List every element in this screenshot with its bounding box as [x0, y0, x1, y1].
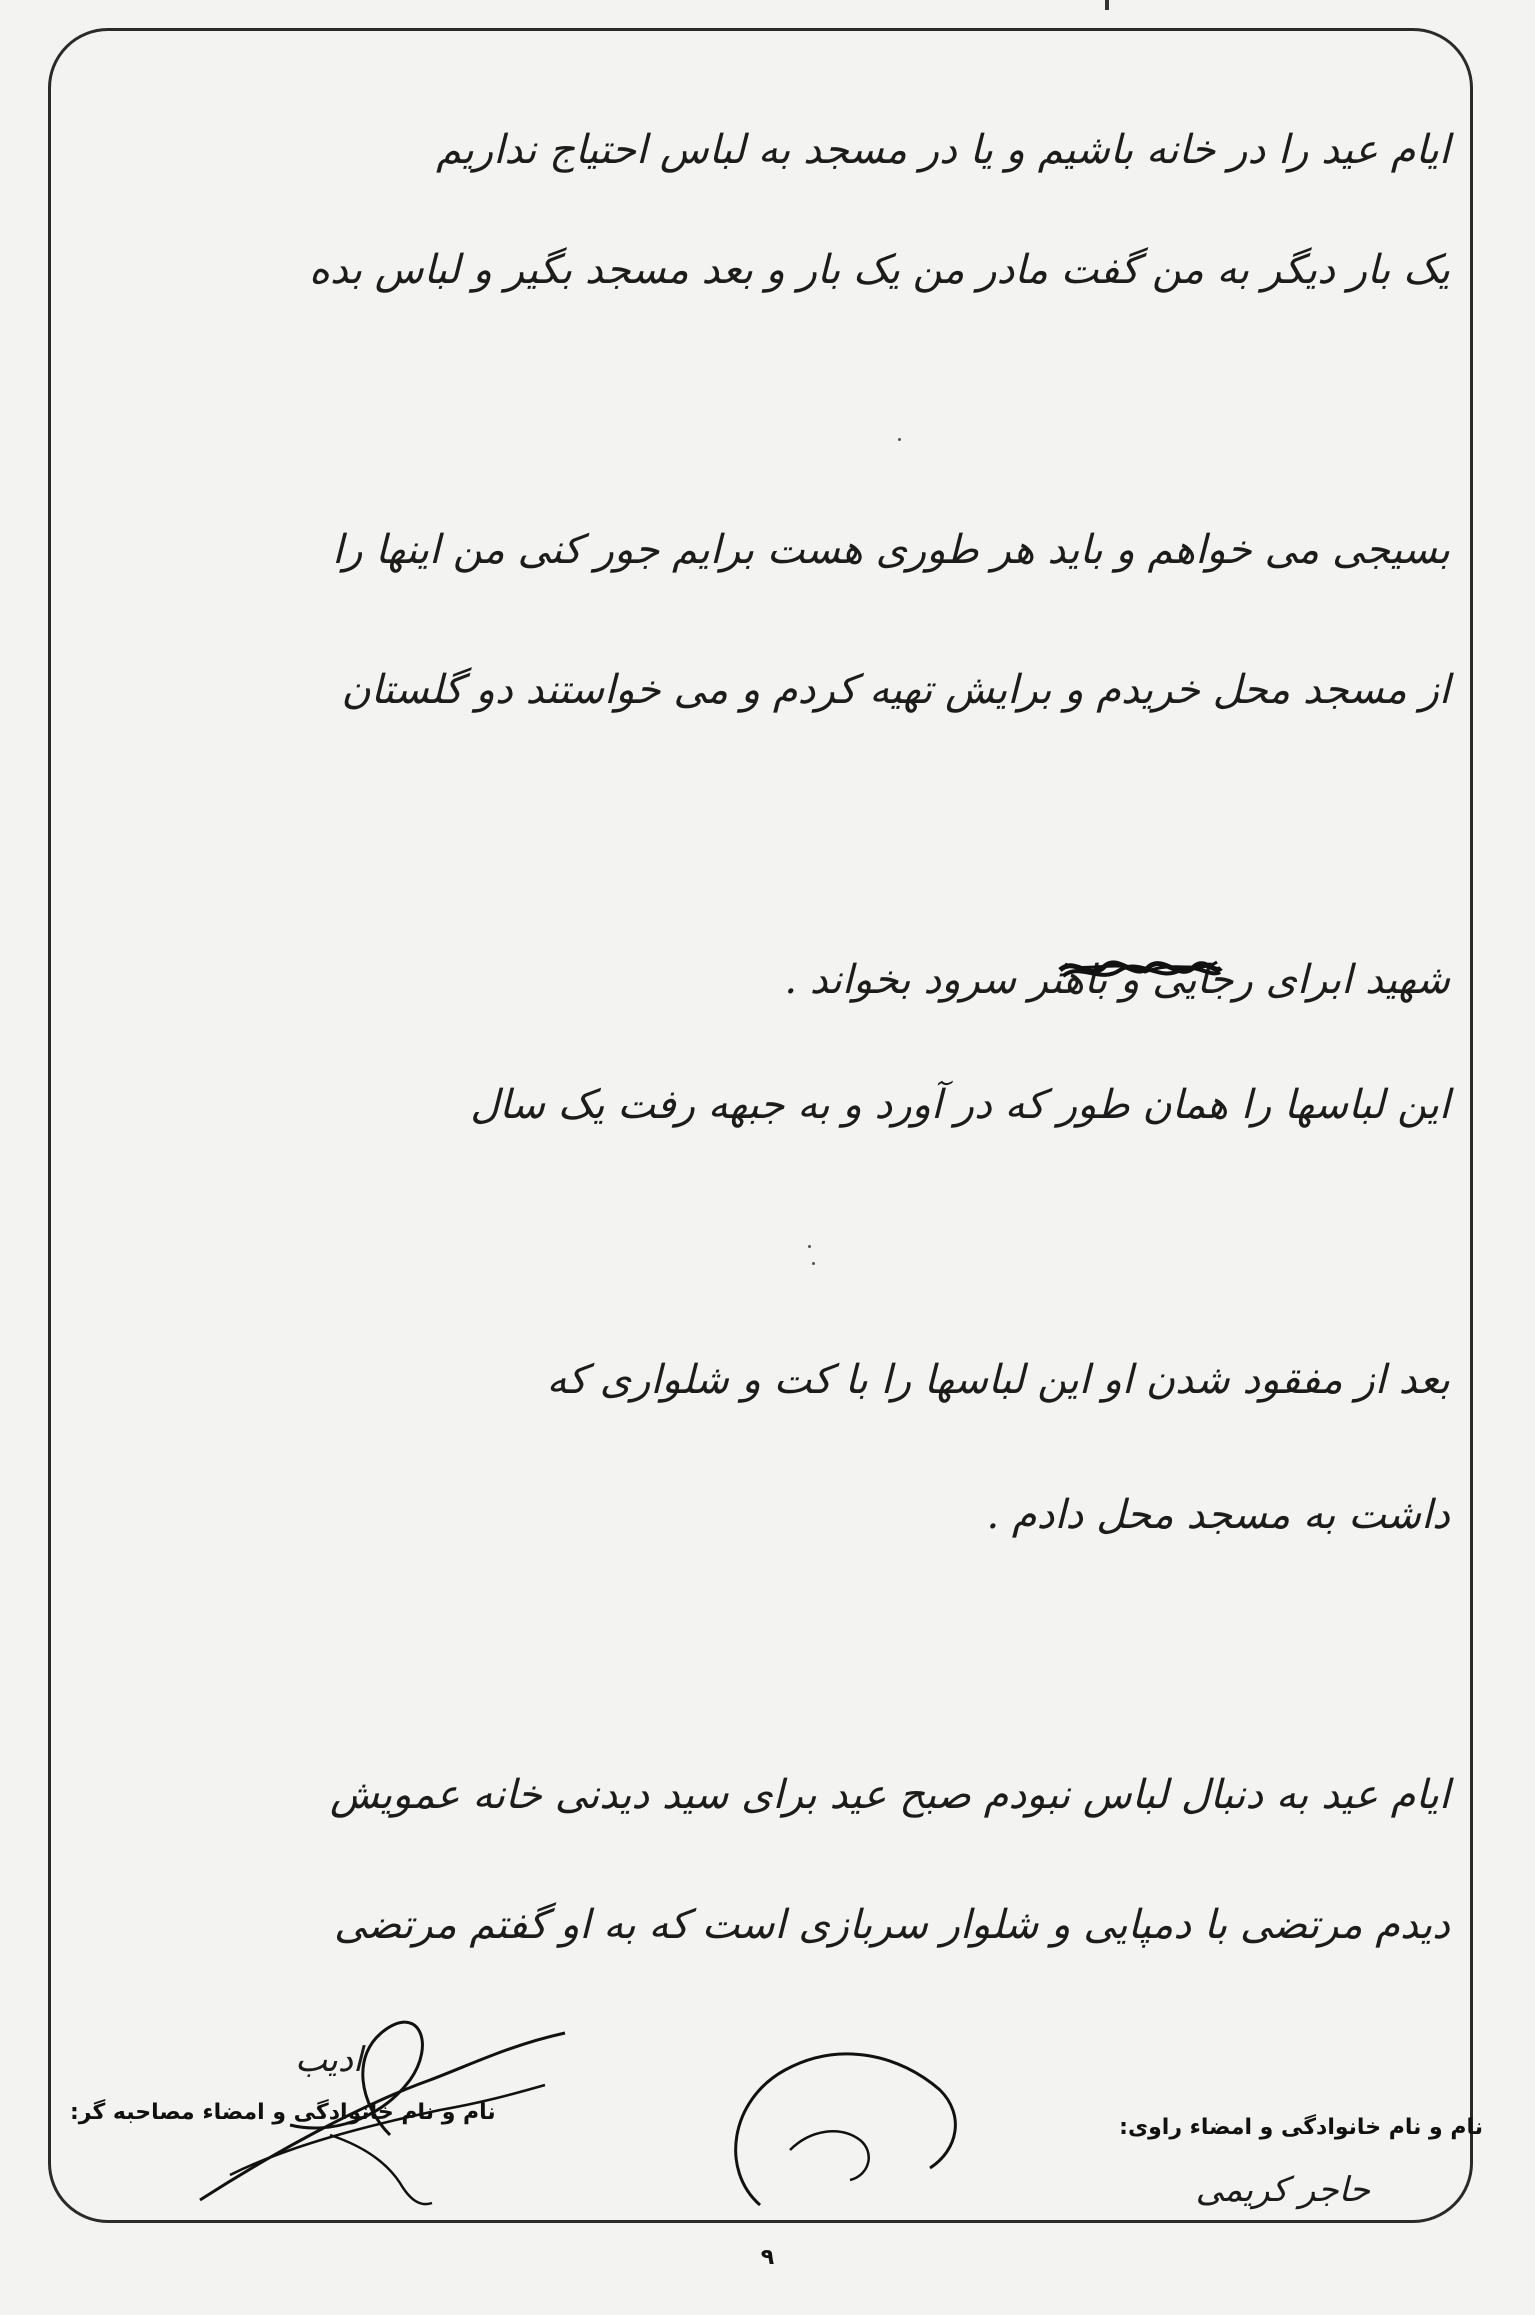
text-line-9: ایام عید به دنبال لباس نبودم صبح عید برای سید دیدنی خانه عمویش — [330, 1772, 1450, 1818]
interviewer-label: نام و نام خانوادگی و امضاء مصاحبه گر: — [70, 2100, 496, 2125]
text-line-2: یک بار دیگر به من گفت مادر من یک بار و بعد مسجد بگیر و لباس بده — [308, 247, 1450, 293]
text-line-3: بسیجی می خواهم و باید هر طوری هست برایم جور کنی من اینها را — [332, 527, 1450, 573]
crossed-out-word — [1055, 948, 1225, 990]
text-line-4: از مسجد محل خریدم و برایش تهیه کردم و می خواستند دو گلستان — [341, 667, 1450, 713]
text-line-8: داشت به مسجد محل دادم . — [986, 1492, 1450, 1538]
interviewer-name: ادیب — [295, 2040, 363, 2080]
page-number: ۹ — [760, 2245, 775, 2270]
ink-speck — [808, 1245, 811, 1248]
top-edge-mark — [1105, 0, 1109, 10]
text-line-1: ایام عید را در خانه باشیم و یا در مسجد به لباس احتیاج نداریم — [436, 127, 1450, 173]
text-line-5: شهید ابرای رجایی و باهنر سرود بخواند . — [784, 957, 1450, 1003]
text-line-6: این لباسها را همان طور که در آورد و به جبهه رفت یک سال — [470, 1082, 1450, 1128]
ink-speck — [812, 1262, 815, 1265]
narrator-name: حاجر کریمی — [1195, 2170, 1370, 2210]
narrator-label: نام و نام خانوادگی و امضاء راوی: — [1119, 2115, 1483, 2140]
text-line-7: بعد از مفقود شدن او این لباسها را با کت و شلواری که — [546, 1357, 1450, 1403]
text-line-10: دیدم مرتضی با دمپایی و شلوار سربازی است که به او گفتم مرتضی — [334, 1902, 1450, 1948]
ink-speck — [898, 438, 901, 441]
narrator-signature — [700, 2030, 980, 2220]
